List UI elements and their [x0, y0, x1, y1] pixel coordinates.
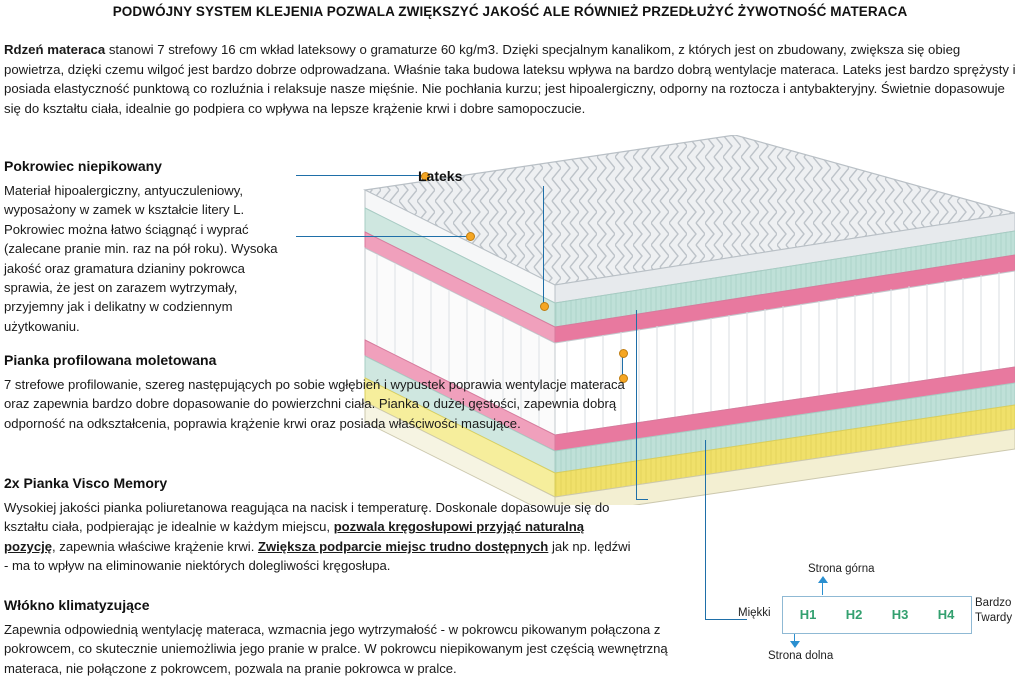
leader-pokrowiec-2	[296, 236, 470, 237]
section-wlokno-body: Zapewnia odpowiednią wentylację materaca, wzmacnia jego wytrzymałość - w pokrowcu pikowanym połączona z pokrowcem, co skutecznie uniemożliwia jego pranie w pralce. W pokrowcu niepikowanym jest częścią wewnętrzną materaca, nie połączone z pokrowcem, pozwala na pranie pokrowca w pralce.	[4, 622, 668, 676]
leader-wlokno-h	[705, 619, 747, 620]
hardness-legend	[782, 596, 972, 634]
leader-pokrowiec	[296, 175, 424, 176]
visco-highlight: Zwiększa podparcie miejsc trudno dostępnych	[257, 538, 549, 554]
legend-right-label-1: Bardzo	[975, 597, 1012, 609]
section-pokrowiec-body: Materiał hipoalergiczny, antyuczuleniowy, wyposażony w zamek w kształcie litery L. Pokrowiec można łatwo ściągnąć i wyprać (zalecane pranie min. raz na pół roku). Wysoka jakość oraz gramatura dzianiny pokrowca sprawia, że jest on zarazem wytrzymały, przyjemny jak i delikatny w codziennym użytkowaniu.	[4, 183, 278, 334]
visco-text: , zapewnia właściwe krążenie krwi.	[52, 538, 258, 554]
section-pokrowiec	[4, 158, 296, 336]
section-visco	[4, 475, 632, 576]
section-pianka-title: Pianka profilowana moletowana	[4, 352, 217, 368]
visco-text: jak np. lędźwi - ma to wpływ na eliminowanie niektórych dolegliwości kręgosłupa.	[4, 538, 631, 574]
legend-right-label-2: Twardy	[975, 612, 1013, 624]
section-pokrowiec-title: Pokrowiec niepikowany	[4, 158, 162, 174]
intro-text: stanowi 7 strefowy 16 cm wkład lateksowy o gramaturze 60 kg/m3. Dzięki specjalnym kanalikom, z których jest on zbudowany, zwiększa się obieg powietrza, dzięki czemu wilgoć jest bardzo dobrze odprowadzana. Właśnie taka budowa lateksu wpływa na bardzo dobrą wentylacje materaca. Lateks jest bardzo sprężysty i posiada elastyczność punktową co rozluźnia i relaksuje nasze mięśnie. Nie pochłania kurzu; jest hipoalergiczny, odporny na roztocza i antybakteryjny. Świetnie dopasowuje się do kształtu ciała, idealnie go podpiera co wpływa na lepsze krążenie krwi i dobre samopoczucie.	[4, 42, 1016, 116]
leader-wlokno-v	[705, 440, 706, 620]
dot-pokrowiec-side	[466, 232, 475, 241]
legend-left-label: Miękki	[738, 607, 771, 619]
legend-zone-h2: H2	[845, 607, 863, 622]
intro-lead: Rdzeń materaca	[4, 42, 106, 57]
legend-top-arrow-icon	[818, 576, 828, 583]
section-pianka	[4, 352, 644, 433]
mattress-illustration	[255, 135, 1015, 505]
section-visco-body	[4, 498, 632, 576]
intro-paragraph	[4, 40, 1016, 118]
section-lateks-title: Lateks	[418, 168, 463, 184]
legend-top-line	[822, 582, 823, 595]
legend-bottom-label: Strona dolna	[768, 650, 834, 662]
leader-visco-h	[636, 499, 648, 500]
legend-zone-h3: H3	[891, 607, 909, 622]
leader-lateks	[543, 186, 544, 306]
section-visco-title: 2x Pianka Visco Memory	[4, 475, 168, 491]
visco-text: Wysokiej jakości pianka poliuretanowa reagująca na nacisk i temperaturę. Doskonale dopasowuje się do kształtu ciała, podpierając je idealnie w każdym miejscu,	[4, 500, 610, 535]
legend-zone-h4: H4	[937, 607, 955, 622]
legend-bottom-arrow-icon	[790, 641, 800, 648]
section-wlokno	[4, 597, 704, 678]
legend-zone-h1: H1	[799, 607, 817, 622]
legend-top-label: Strona górna	[808, 563, 875, 575]
top-banner: PODWÓJNY SYSTEM KLEJENIA POZWALA ZWIĘKSZYĆ JAKOŚĆ ALE RÓWNIEŻ PRZEDŁUŻYĆ ŻYWOTNOŚĆ MATERACA	[112, 4, 908, 19]
section-lateks	[418, 168, 598, 191]
dot-lateks	[540, 302, 549, 311]
visco-highlight: pozwala kręgosłupowi przyjąć naturalną pozycję	[4, 519, 584, 554]
section-wlokno-title: Włókno klimatyzujące	[4, 597, 150, 613]
section-pianka-body: 7 strefowe profilowanie, szereg następujących po sobie wgłębień i wypustek poprawia wentylacje materaca oraz zapewnia bardzo dobre dopasowanie do powierzchni ciała. Pianka o dużej gęstości, zapewnia dobrą odporność na odkształcenia, poprawia krążenie krwi oraz posiada właściwości masujące.	[4, 377, 625, 431]
